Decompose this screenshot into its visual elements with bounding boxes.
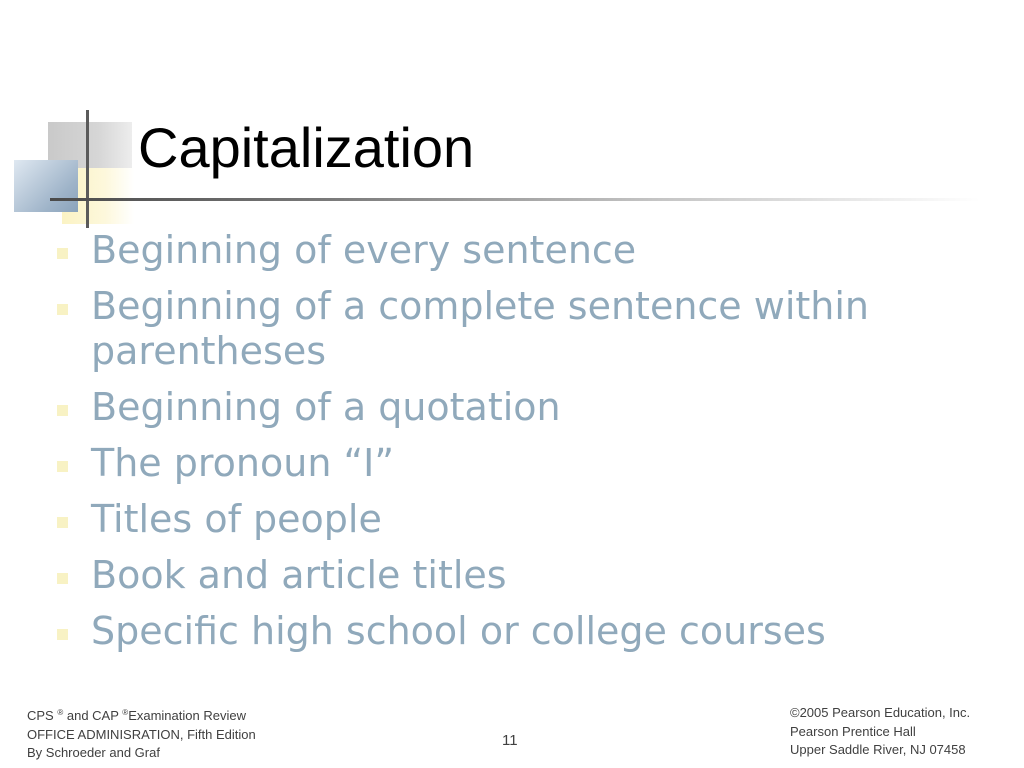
page-number: 11 xyxy=(502,732,518,749)
bullet-item xyxy=(54,284,984,374)
decorative-blue-square xyxy=(14,160,78,212)
bullet-item xyxy=(54,497,984,542)
footer-right-line-1: ©2005 Pearson Education, Inc. xyxy=(790,705,971,720)
bullet-item xyxy=(54,441,984,486)
bullet-list xyxy=(54,228,984,665)
square-bullet-icon xyxy=(57,573,68,584)
bullet-text: Beginning of every sentence xyxy=(91,228,637,272)
bullet-text: Beginning of a complete sentence within parentheses xyxy=(91,284,870,373)
bullet-text: Book and article titles xyxy=(91,553,507,597)
square-bullet-icon xyxy=(57,517,68,528)
slide-title: Capitalization xyxy=(138,116,475,179)
bullet-item xyxy=(54,228,984,273)
footer-text: Examination Review xyxy=(128,708,246,723)
bullet-text: Titles of people xyxy=(91,497,382,541)
decorative-vertical-line xyxy=(86,110,89,228)
footer-right-line-2: Pearson Prentice Hall xyxy=(790,723,916,739)
square-bullet-icon xyxy=(57,248,68,259)
footer-text: and CAP xyxy=(63,708,123,723)
footer-text: CPS xyxy=(27,708,58,723)
square-bullet-icon xyxy=(57,304,68,315)
registered-mark: ® xyxy=(57,708,64,717)
square-bullet-icon xyxy=(57,461,68,472)
bullet-text: Specific high school or college courses xyxy=(91,609,826,653)
registered-mark: ® xyxy=(122,708,129,717)
bullet-item xyxy=(54,609,984,654)
bullet-item xyxy=(54,553,984,598)
bullet-text: The pronoun “I” xyxy=(91,441,395,485)
bullet-item xyxy=(54,385,984,430)
bullet-text: Beginning of a quotation xyxy=(91,385,561,429)
footer-left-line-3: By Schroeder and Graf xyxy=(27,745,160,760)
square-bullet-icon xyxy=(57,405,68,416)
footer-left-line-2: OFFICE ADMINISRATION, Fifth Edition xyxy=(27,726,256,742)
footer-left-line-1 xyxy=(27,704,256,726)
footer-right xyxy=(790,704,970,760)
square-bullet-icon xyxy=(57,629,68,640)
footer-right-line-3: Upper Saddle River, NJ 07458 xyxy=(790,742,966,757)
title-underline xyxy=(50,198,980,201)
footer-left xyxy=(27,704,256,763)
